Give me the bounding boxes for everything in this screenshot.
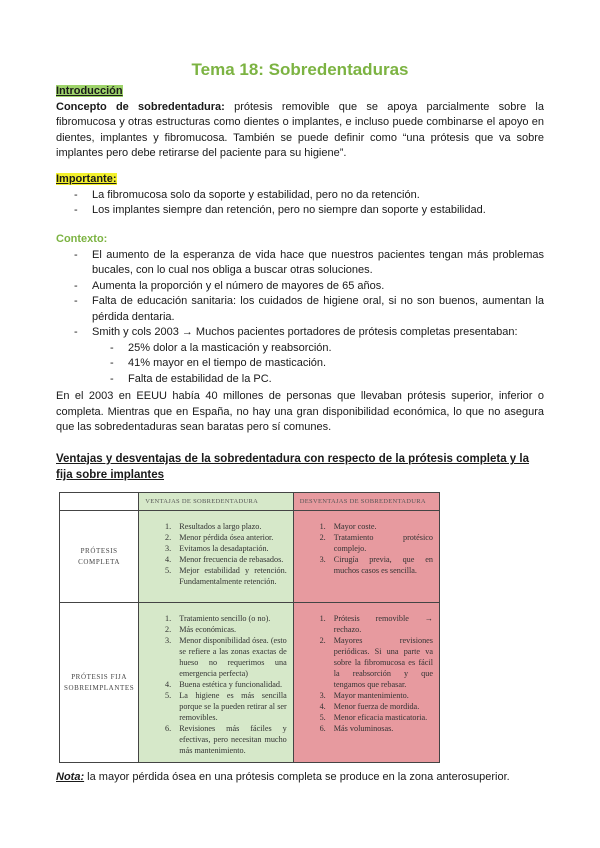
note-text: la mayor pérdida ósea en una prótesis completa se produce en la zona anterosuperior. [84, 771, 510, 783]
importante-heading: Importante: [56, 173, 117, 185]
advantages-cell [139, 603, 294, 763]
list-item: 2. Mayores revisiones periódicas. Si una parte va sobre la fibromucosa es fácil la reabsorción y que tengamos que rebasar. [328, 635, 433, 690]
advantages-list [139, 511, 293, 593]
body-paragraph: En el 2003 en EEUU había 40 millones de personas que llevaban prótesis superior, inferior o completa. Mientras que en España, no hay una gran disponibilidad económica, lo que no asegura que las sobredentaduras sean baratas pero sí comunes. [56, 390, 544, 433]
disadvantages-list [294, 511, 439, 582]
list-item: 6. Más voluminosas. [328, 723, 433, 734]
contexto-sublist [56, 341, 544, 388]
list-item: 2. Más económicas. [173, 624, 287, 635]
table-row [60, 511, 440, 603]
page-title: Tema 18: Sobredentaduras [191, 60, 409, 79]
list-item: 1. Tratamiento sencillo (o no). [173, 613, 287, 624]
list-item: 3. Evitamos la desadaptación. [173, 543, 287, 554]
list-item: 5. Menor eficacia masticatoria. [328, 712, 433, 723]
table-header-disadvantages: DESVENTAJAS DE SOBREDENTADURA [293, 493, 439, 511]
list-item: 2. Tratamiento protésico complejo. [328, 532, 433, 554]
table-header-row [60, 493, 440, 511]
list-item: 3. Mayor mantenimiento. [328, 690, 433, 701]
importante-list [56, 188, 544, 219]
list-item: 4. Buena estética y funcionalidad. [173, 679, 287, 690]
note-label: Nota: [56, 771, 85, 783]
advantages-cell [139, 511, 294, 603]
disadvantages-cell [293, 603, 439, 763]
contexto-section [56, 232, 544, 387]
list-item: 6. Revisiones más fáciles y efectivas, pero necesitan mucho más mantenimiento. [173, 723, 287, 756]
row-label: PRÓTESIS COMPLETA [60, 511, 139, 603]
list-item: 3. Cirugía previa, que en muchos casos es sencilla. [328, 554, 433, 576]
list-item: 3. Menor disponibilidad ósea. (esto se refiere a las zonas exactas de hueso no requerimos una emergencia perfecta) [173, 635, 287, 679]
table-row [60, 603, 440, 763]
list-item: 1. Prótesis removible → rechazo. [328, 613, 433, 635]
table-header-empty [60, 493, 139, 511]
table-header-advantages: VENTAJAS DE SOBREDENTADURA [139, 493, 294, 511]
concept-label: Concepto de sobredentadura: [56, 100, 225, 113]
list-item: - Falta de educación sanitaria: los cuidados de higiene oral, si no son buenos, aumentan la pérdida dentaria. [56, 294, 544, 325]
list-item: 5. Mejor estabilidad y retención. Fundamentalmente retención. [173, 565, 287, 587]
list-item: 1. Resultados a largo plazo. [173, 521, 287, 532]
list-item: 1. Mayor coste. [328, 521, 433, 532]
list-item: 4. Menor frecuencia de rebasados. [173, 554, 287, 565]
contexto-heading: Contexto: [56, 233, 108, 245]
list-item: - Smith y cols 2003 → Muchos pacientes portadores de prótesis completas presentaban: [56, 325, 544, 341]
concept-text: prótesis removible que se apoya parcialmente sobre la fibromucosa y otras estructuras como dientes o implantes, e incluso puede combinarse el apoyo en dientes, implantes y fibromucosa. También se puede definir como “una prótesis que va sobre implantes pero debe retirarse del paciente para su higiene”. [56, 100, 544, 159]
row-label: PRÓTESIS FIJA SOBREIMPLANTES [60, 603, 139, 763]
list-item: - Aumenta la proporción y el número de mayores de 65 años. [56, 279, 544, 295]
list-item: - El aumento de la esperanza de vida hace que nuestros pacientes tengan más problemas bucales, con lo cual nos obliga a buscar otras soluciones. [56, 248, 544, 279]
disadvantages-cell [293, 511, 439, 603]
list-subitem: - 25% dolor a la masticación y reabsorción. [56, 341, 544, 357]
section-heading-text: Ventajas y desventajas de la sobredentadura con respecto de la prótesis completa y la fija sobre implantes [56, 453, 529, 481]
advantages-list [139, 603, 293, 762]
list-item: 4. Menor fuerza de mordida. [328, 701, 433, 712]
note [56, 771, 510, 783]
list-item: 2. Menor pérdida ósea anterior. [173, 532, 287, 543]
disadvantages-list [294, 603, 439, 740]
list-item: 5. La higiene es más sencilla porque se la pueden retirar al ser removibles. [173, 690, 287, 723]
concept-paragraph [56, 100, 544, 162]
intro-heading: Introducción [56, 85, 123, 97]
list-subitem: - 41% mayor en el tiempo de masticación. [56, 356, 544, 372]
section-heading [56, 451, 544, 483]
importante-section [56, 172, 544, 219]
contexto-list [56, 248, 544, 341]
intro-section [56, 84, 544, 162]
list-item: - Los implantes siempre dan retención, pero no siempre dan soporte y estabilidad. [56, 203, 544, 219]
list-item: - La fibromucosa solo da soporte y estabilidad, pero no da retención. [56, 188, 544, 204]
comparison-table [59, 492, 440, 763]
list-subitem: - Falta de estabilidad de la PC. [56, 372, 544, 388]
